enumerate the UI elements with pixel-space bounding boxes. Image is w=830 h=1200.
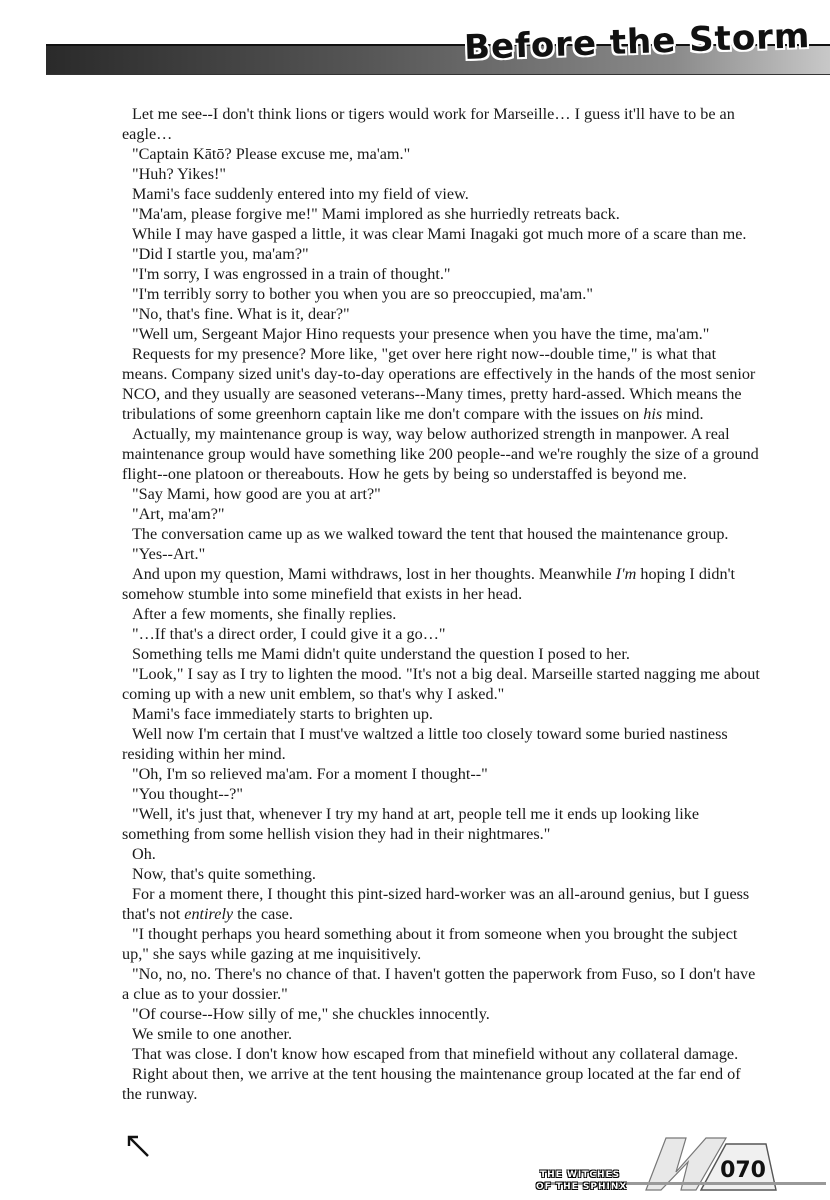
paragraph — [122, 884, 762, 924]
paragraph: "Well um, Sergeant Major Hino requests your presence when you have the time, ma'am." — [132, 325, 710, 343]
paragraph: "You thought--?" — [132, 785, 243, 803]
paragraph: "…If that's a direct order, I could give it a go…" — [132, 625, 446, 643]
paragraph: "Say Mami, how good are you at art?" — [132, 485, 381, 503]
paragraph: Something tells me Mami didn't quite understand the question I posed to her. — [132, 645, 630, 663]
chapter-title: Before the Storm — [462, 15, 811, 69]
paragraph: "I'm terribly sorry to bother you when you are so preoccupied, ma'am." — [132, 285, 593, 303]
paragraph: "Well, it's just that, whenever I try my hand at art, people tell me it ends up looking like something from some hellish vision they had in their nightmares." — [122, 805, 700, 843]
paragraph: "I thought perhaps you heard something about it from someone when you brought the subject up," she says while gazing at me inquisitively. — [122, 925, 738, 963]
paragraph: "Ma'am, please forgive me!" Mami implored as she hurriedly retreats back. — [132, 205, 620, 223]
paragraph: "Of course--How silly of me," she chuckles innocently. — [132, 1005, 490, 1023]
paragraph: Mami's face suddenly entered into my field of view. — [132, 185, 469, 203]
paragraph: "Look," I say as I try to lighten the mood. "It's not a big deal. Marseille started nagging me about coming up with a new unit emblem, so that's why I asked." — [122, 665, 760, 703]
emphasis: entirely — [184, 905, 234, 923]
emphasis: I'm — [615, 565, 637, 583]
paragraph: Let me see--I don't think lions or tigers would work for Marseille… I guess it'll have to be an eagle… — [122, 105, 735, 143]
paragraph: "Yes--Art." — [132, 545, 206, 563]
paragraph: Mami's face immediately starts to brighten up. — [132, 705, 433, 723]
paragraph — [122, 564, 762, 604]
series-title-line1: THE WITCHES — [540, 1170, 621, 1180]
paragraph: "Art, ma'am?" — [132, 505, 225, 523]
series-title-line2: OF THE SPHINX — [536, 1182, 628, 1192]
paragraph-text: the case. — [233, 905, 293, 923]
paragraph-text: And upon my question, Mami withdraws, lost in her thoughts. Meanwhile — [132, 565, 616, 583]
paragraph: "Oh, I'm so relieved ma'am. For a moment I thought--" — [132, 765, 488, 783]
body-text — [122, 104, 762, 1104]
paragraph: We smile to one another. — [132, 1025, 293, 1043]
paragraph: Oh. — [132, 845, 156, 863]
paragraph: That was close. I don't know how escaped from that minefield without any collateral damage. — [132, 1045, 739, 1063]
paragraph-text: mind. — [662, 405, 704, 423]
paragraph: While I may have gasped a little, it was clear Mami Inagaki got much more of a scare than me. — [132, 225, 747, 243]
paragraph: Actually, my maintenance group is way, way below authorized strength in manpower. A real maintenance group would have something like 200 people--and we're roughly the size of a ground flight--one platoon or thereabouts. How he gets by being so understaffed is beyond me. — [122, 425, 759, 483]
paragraph-text: hoping I didn't somehow stumble into some minefield that exists in her head. — [122, 565, 736, 603]
paragraph: After a few moments, she finally replies. — [132, 605, 397, 623]
paragraph: "I'm sorry, I was engrossed in a train of thought." — [132, 265, 451, 283]
paragraph: "Did I startle you, ma'am?" — [132, 245, 309, 263]
paragraph: "No, no, no. There's no chance of that. I haven't gotten the paperwork from Fuso, so I don't have a clue as to your dossier." — [122, 965, 756, 1003]
paragraph: "Captain Kātō? Please excuse me, ma'am." — [132, 145, 411, 163]
paragraph: Now, that's quite something. — [132, 865, 316, 883]
paragraph: "Huh? Yikes!" — [132, 165, 226, 183]
paragraph: Well now I'm certain that I must've waltzed a little too closely toward some buried nastiness residing within her mind. — [122, 725, 728, 763]
paragraph: "No, that's fine. What is it, dear?" — [132, 305, 350, 323]
arrow-icon — [124, 1132, 152, 1160]
paragraph — [122, 344, 762, 424]
paragraph-text: For a moment there, I thought this pint-sized hard-worker was an all-around genius, but I guess that's not — [122, 885, 750, 923]
emphasis: his — [643, 405, 663, 423]
paragraph-text: Requests for my presence? More like, "get over here right now--double time," is what that means. Company sized unit's day-to-day operations are effectively in the hands of the most senior NCO, and they usually are seasoned veterans--Many times, pretty hard-assed. Which means the tribulations of some greenhorn captain like me don't compare with the issues on — [122, 345, 756, 423]
page-number: 070 — [720, 1158, 766, 1183]
paragraph: Right about then, we arrive at the tent housing the maintenance group located at the far end of the runway. — [122, 1065, 741, 1103]
paragraph: The conversation came up as we walked toward the tent that housed the maintenance group. — [132, 525, 729, 543]
